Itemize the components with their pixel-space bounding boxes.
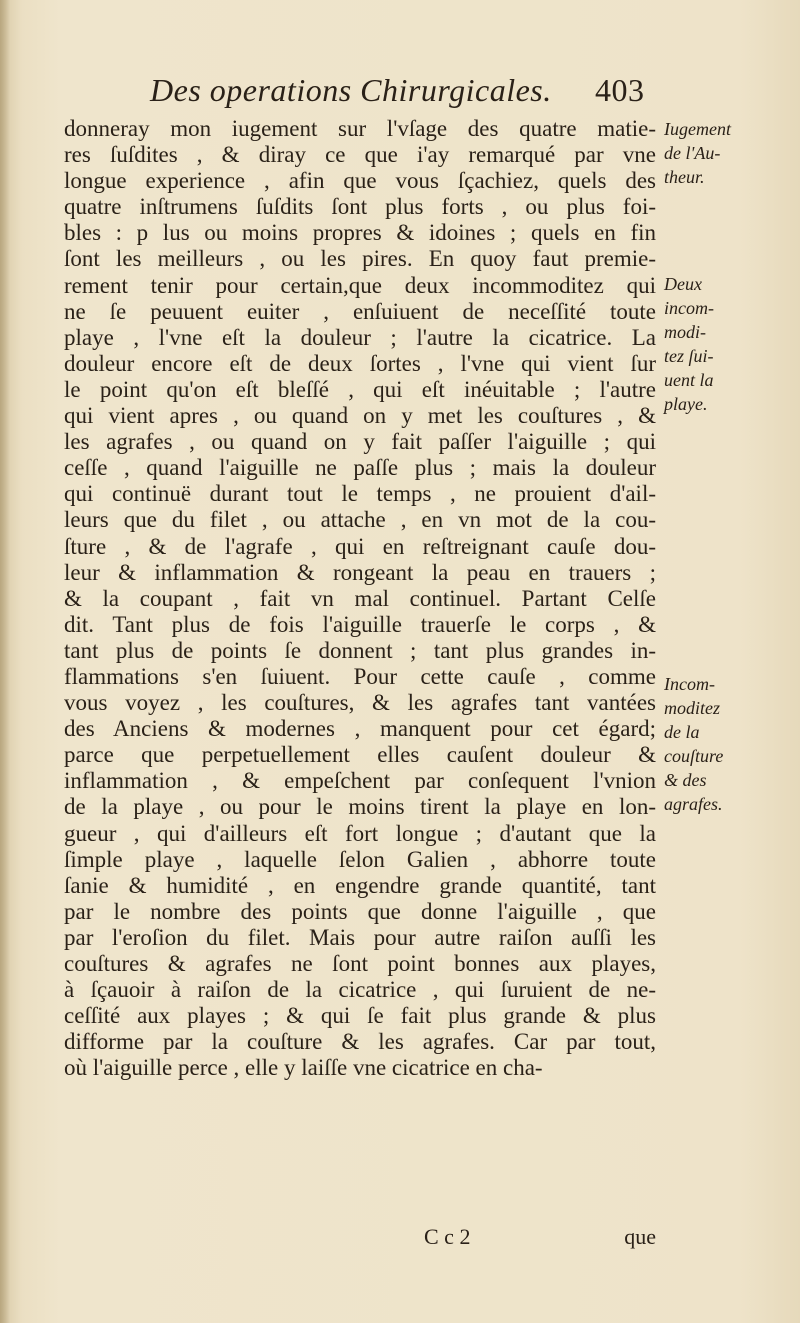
catchword: que — [624, 1224, 656, 1249]
text-line: des Anciens & modernes , manquent pour cet égard; — [64, 716, 656, 742]
page-footer — [64, 1224, 656, 1250]
text-line: où l'aiguille perce , elle y laiſſe vne cicatrice en cha- — [64, 1055, 543, 1081]
text-line: longue experience , afin que vous ſçachiez, quels des — [64, 168, 656, 194]
text-line: tant plus de points ſe donnent ; tant plus grandes in- — [64, 637, 656, 663]
text-line: ſture , & de l'agrafe , qui en reſtreignant cauſe dou- — [64, 533, 656, 559]
text-line: difforme par la couſture & les agrafes. Car par tout, — [64, 1029, 656, 1055]
text-line: leurs que du filet , ou attache , en vn mot de la cou- — [64, 507, 656, 533]
text-line: qui vient apres , ou quand on y met les couſtures , & — [64, 403, 656, 429]
text-line: res ſuſdites , & diray ce que i'ay remarqué par vne — [64, 142, 656, 168]
body-text — [64, 116, 656, 1081]
page-number: 403 — [595, 72, 645, 108]
text-line: bles : p lus ou moins propres & idoines ; quels en fin — [64, 220, 656, 246]
text-line: ſont les meilleurs , ou les pires. En quoy faut premie- — [64, 246, 656, 272]
margin-note-line: tez ſui- — [664, 346, 714, 366]
running-head-title: Des operations Chirurgicales. — [150, 72, 552, 108]
text-line: ceſſité aux playes ; & qui ſe fait plus grande & plus — [64, 1003, 656, 1029]
margin-note-line: incom- — [664, 298, 714, 318]
margin-note-line: Incom- — [664, 674, 715, 694]
margin-note-two-inconveniences — [664, 272, 794, 416]
margin-note-line: playe. — [664, 394, 708, 414]
margin-note-line: uent la — [664, 370, 714, 390]
text-line: par le nombre des points que donne l'aiguille , que — [64, 898, 656, 924]
text-line: donneray mon iugement sur l'vſage des quatre matie- — [64, 116, 656, 141]
text-line: douleur encore eſt de deux ſortes , l'vne qui vient ſur — [64, 350, 656, 376]
text-line: ne ſe peuuent euiter , enſuiuent de neceſſité toute — [64, 298, 656, 324]
text-line: ceſſe , quand l'aiguille ne paſſe plus ; mais la douleur — [64, 455, 656, 481]
text-line: parce que perpetuellement elles cauſent douleur & — [64, 742, 656, 768]
text-line: flammations s'en ſuiuent. Pour cette cauſe , comme — [64, 663, 656, 689]
text-line: ſimple playe , laquelle ſelon Galien , abhorre toute — [64, 846, 656, 872]
margin-note-author-judgment — [664, 117, 794, 189]
text-line: gueur , qui d'ailleurs eſt fort longue ; d'autant que la — [64, 820, 656, 846]
text-line: de la playe , ou pour le moins tirent la playe en lon- — [64, 794, 656, 820]
signature-mark: C c 2 — [424, 1224, 471, 1249]
margin-note-line: agrafes. — [664, 794, 723, 814]
margin-note-suture-inconveniences — [664, 672, 794, 816]
margin-note-line: Deux — [664, 274, 702, 294]
margin-note-line: de l'Au- — [664, 143, 721, 163]
margin-note-line: modi- — [664, 322, 706, 342]
margin-note-line: & des — [664, 770, 707, 790]
text-line: par l'eroſion du filet. Mais pour autre raiſon auſſi les — [64, 924, 656, 950]
gutter-shadow — [0, 0, 10, 1323]
text-line: rement tenir pour certain,que deux incommoditez qui — [64, 272, 656, 298]
text-line: les agrafes , ou quand on y fait paſſer l'aiguille ; qui — [64, 429, 656, 455]
text-line: dit. Tant plus de fois l'aiguille trauerſe le corps , & — [64, 611, 656, 637]
margin-note-line: de la — [664, 722, 700, 742]
margin-note-line: couſture — [664, 746, 724, 766]
text-line: & la coupant , fait vn mal continuel. Partant Celſe — [64, 585, 656, 611]
text-line: leur & inflammation & rongeant la peau en trauers ; — [64, 559, 656, 585]
text-line: quatre inſtrumens ſuſdits ſont plus forts , ou plus foi- — [64, 194, 656, 220]
text-line: couſtures & agrafes ne ſont point bonnes aux playes, — [64, 951, 656, 976]
text-line: playe , l'vne eſt la douleur ; l'autre la cicatrice. La — [64, 324, 656, 350]
margin-note-line: moditez — [664, 698, 720, 718]
text-line: inflammation , & empeſchent par conſequent l'vnion — [64, 768, 656, 794]
running-head — [150, 72, 670, 112]
text-line: qui continuë durant tout le temps , ne prouient d'ail- — [64, 481, 656, 507]
text-line: le point qu'on eſt bleſſé , qui eſt inéuitable ; l'autre — [64, 376, 656, 402]
margin-note-line: Iugement — [664, 119, 731, 139]
text-line: à ſçauoir à raiſon de la cicatrice , qui ſuruient de ne- — [64, 977, 656, 1003]
text-line: ſanie & humidité , en engendre grande quantité, tant — [64, 872, 656, 898]
text-line: vous voyez , les couſtures, & les agrafes tant vantées — [64, 690, 656, 716]
margin-note-line: theur. — [664, 167, 705, 187]
